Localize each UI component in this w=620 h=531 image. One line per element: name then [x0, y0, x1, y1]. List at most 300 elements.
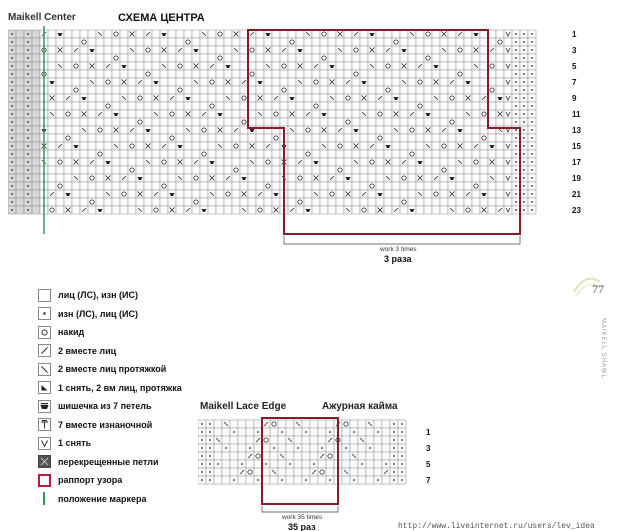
grid-cell	[256, 102, 264, 110]
grid-cell	[352, 78, 360, 86]
grid-cell	[246, 460, 254, 468]
grid-cell	[262, 436, 270, 444]
grid-cell	[96, 94, 104, 102]
grid-cell	[328, 190, 336, 198]
grid-cell	[48, 70, 56, 78]
edge-row-numbers	[426, 428, 431, 485]
grid-cell	[224, 126, 232, 134]
grid-cell	[358, 420, 366, 428]
grid-cell	[294, 476, 302, 484]
grid-cell	[360, 198, 368, 206]
grid-cell	[128, 150, 136, 158]
grid-cell	[144, 86, 152, 94]
grid-cell	[168, 118, 176, 126]
grid-cell	[144, 110, 152, 118]
purl-dot	[209, 423, 211, 425]
repeat-bracket	[284, 236, 520, 244]
grid-cell	[80, 118, 88, 126]
grid-cell	[342, 428, 350, 436]
grid-cell	[246, 476, 254, 484]
grid-cell	[328, 198, 336, 206]
grid-cell	[376, 86, 384, 94]
grid-cell	[358, 428, 366, 436]
grid-cell	[72, 206, 80, 214]
grid-cell	[238, 436, 246, 444]
grid-cell	[272, 118, 280, 126]
grid-cell	[304, 166, 312, 174]
grid-cell	[230, 444, 238, 452]
grid-cell	[312, 118, 320, 126]
grid-cell	[288, 70, 296, 78]
purl-dot	[241, 463, 243, 465]
grid-cell	[72, 198, 80, 206]
grid-cell	[224, 54, 232, 62]
grid-cell	[224, 150, 232, 158]
purl-dot	[27, 177, 29, 179]
grid-cell	[456, 62, 464, 70]
grid-cell	[496, 134, 504, 142]
grid-cell	[56, 78, 64, 86]
grid-cell	[144, 38, 152, 46]
grid-cell	[208, 70, 216, 78]
grid-cell	[104, 94, 112, 102]
grid-cell	[80, 102, 88, 110]
grid-cell	[352, 174, 360, 182]
grid-cell	[424, 166, 432, 174]
grid-cell	[342, 460, 350, 468]
grid-cell	[272, 62, 280, 70]
grid-cell	[400, 30, 408, 38]
grid-cell	[272, 110, 280, 118]
grid-cell	[64, 150, 72, 158]
grid-cell	[288, 54, 296, 62]
grid-cell	[408, 150, 416, 158]
grid-cell	[216, 182, 224, 190]
grid-cell	[16, 94, 24, 102]
grid-cell	[328, 102, 336, 110]
grid-cell	[408, 38, 416, 46]
grid-cell	[120, 38, 128, 46]
grid-cell	[246, 428, 254, 436]
grid-cell	[232, 182, 240, 190]
grid-cell	[176, 134, 184, 142]
grid-cell	[128, 78, 136, 86]
grid-cell	[128, 206, 136, 214]
grid-cell	[480, 174, 488, 182]
grid-cell	[112, 86, 120, 94]
grid-cell	[312, 54, 320, 62]
grid-cell	[238, 420, 246, 428]
grid-cell	[392, 86, 400, 94]
grid-cell	[328, 30, 336, 38]
row-number: 5	[426, 460, 431, 469]
grid-cell	[296, 54, 304, 62]
grid-cell	[416, 166, 424, 174]
grid-cell	[320, 78, 328, 86]
grid-cell	[112, 54, 120, 62]
grid-cell	[400, 190, 408, 198]
grid-cell	[264, 102, 272, 110]
grid-cell	[168, 30, 176, 38]
grid-cell	[272, 46, 280, 54]
grid-cell	[48, 38, 56, 46]
grid-cell	[48, 166, 56, 174]
grid-cell	[262, 428, 270, 436]
grid-cell	[200, 118, 208, 126]
grid-cell	[360, 46, 368, 54]
grid-cell	[224, 142, 232, 150]
grid-cell	[448, 110, 456, 118]
grid-cell	[96, 142, 104, 150]
purl-dot	[401, 439, 403, 441]
grid-cell	[344, 62, 352, 70]
grid-cell	[408, 62, 416, 70]
grid-cell	[400, 94, 408, 102]
grid-cell	[208, 134, 216, 142]
legend-label: накид	[58, 327, 85, 338]
grid-cell	[176, 70, 184, 78]
grid-cell	[310, 476, 318, 484]
grid-cell	[312, 150, 320, 158]
grid-cell	[192, 86, 200, 94]
grid-cell	[336, 174, 344, 182]
grid-cell	[216, 70, 224, 78]
grid-cell	[336, 118, 344, 126]
grid-cell	[16, 62, 24, 70]
grid-cell	[254, 444, 262, 452]
grid-cell	[200, 62, 208, 70]
grid-cell	[328, 110, 336, 118]
grid-cell	[64, 70, 72, 78]
grid-cell	[144, 166, 152, 174]
grid-cell	[152, 30, 160, 38]
grid-cell	[408, 190, 416, 198]
grid-cell	[56, 158, 64, 166]
grid-cell	[128, 198, 136, 206]
grid-cell	[160, 126, 168, 134]
grid-cell	[152, 86, 160, 94]
grid-cell	[392, 182, 400, 190]
grid-cell	[376, 198, 384, 206]
grid-cell	[232, 102, 240, 110]
grid-cell	[32, 118, 40, 126]
grid-cell	[136, 94, 144, 102]
grid-cell	[16, 158, 24, 166]
grid-cell	[416, 46, 424, 54]
edge-chart-title-en: Maikell Lace Edge	[200, 401, 287, 412]
legend-item	[38, 342, 248, 361]
grid-cell	[504, 182, 512, 190]
grid-cell	[230, 420, 238, 428]
grid-cell	[232, 110, 240, 118]
purl-dot	[523, 97, 525, 99]
grid-cell	[184, 62, 192, 70]
purl-dot	[201, 471, 203, 473]
grid-cell	[488, 134, 496, 142]
grid-cell	[88, 166, 96, 174]
grid-cell	[384, 182, 392, 190]
grid-cell	[374, 444, 382, 452]
grid-cell	[296, 110, 304, 118]
grid-cell	[128, 86, 136, 94]
grid-cell	[424, 94, 432, 102]
grid-cell	[112, 150, 120, 158]
purl-dot	[27, 137, 29, 139]
grid-cell	[224, 198, 232, 206]
grid-cell	[424, 54, 432, 62]
purl-dot	[531, 137, 533, 139]
grid-cell	[368, 70, 376, 78]
grid-cell	[32, 30, 40, 38]
grid-cell	[230, 468, 238, 476]
grid-cell	[336, 198, 344, 206]
grid-cell	[286, 468, 294, 476]
grid-cell	[262, 468, 270, 476]
grid-cell	[384, 134, 392, 142]
grid-cell	[304, 70, 312, 78]
grid-cell	[216, 134, 224, 142]
grid-cell	[176, 54, 184, 62]
grid-cell	[136, 142, 144, 150]
grid-cell	[464, 70, 472, 78]
purl-dot	[11, 137, 13, 139]
grid-cell	[344, 102, 352, 110]
grid-cell	[64, 62, 72, 70]
grid-cell	[382, 428, 390, 436]
grid-cell	[440, 206, 448, 214]
grid-cell	[432, 166, 440, 174]
grid-cell	[160, 102, 168, 110]
grid-cell	[384, 206, 392, 214]
purl-dot	[515, 201, 517, 203]
grid-cell	[80, 158, 88, 166]
grid-cell	[96, 70, 104, 78]
grid-cell	[230, 452, 238, 460]
grid-cell	[384, 110, 392, 118]
grid-cell	[432, 86, 440, 94]
grid-cell	[200, 70, 208, 78]
grid-cell	[16, 54, 24, 62]
grid-cell	[64, 166, 72, 174]
grid-cell	[488, 198, 496, 206]
grid-cell	[238, 428, 246, 436]
grid-cell	[216, 102, 224, 110]
grid-cell	[368, 174, 376, 182]
grid-cell	[278, 420, 286, 428]
grid-cell	[200, 142, 208, 150]
grid-cell	[472, 206, 480, 214]
grid-cell	[360, 206, 368, 214]
grid-cell	[278, 468, 286, 476]
grid-cell	[120, 102, 128, 110]
grid-cell	[416, 70, 424, 78]
blank-square-icon	[38, 289, 51, 302]
grid-cell	[208, 182, 216, 190]
grid-cell	[344, 150, 352, 158]
grid-cell	[216, 38, 224, 46]
grid-cell	[168, 174, 176, 182]
grid-cell	[200, 158, 208, 166]
purl-dot	[233, 431, 235, 433]
grid-cell	[288, 134, 296, 142]
grid-cell	[112, 94, 120, 102]
grid-cell	[472, 134, 480, 142]
grid-cell	[216, 62, 224, 70]
grid-cell	[408, 94, 416, 102]
grid-cell	[208, 110, 216, 118]
grid-cell	[424, 206, 432, 214]
grid-cell	[432, 118, 440, 126]
grid-cell	[208, 78, 216, 86]
grid-cell	[240, 118, 248, 126]
grid-cell	[440, 102, 448, 110]
purl-dot	[401, 431, 403, 433]
grid-cell	[120, 134, 128, 142]
edge-repeat-label-ru: 35 раз	[288, 522, 316, 531]
grid-cell	[456, 54, 464, 62]
grid-cell	[392, 62, 400, 70]
purl-dot	[11, 185, 13, 187]
grid-cell	[408, 126, 416, 134]
grid-cell	[16, 110, 24, 118]
grid-cell	[456, 190, 464, 198]
grid-cell	[72, 110, 80, 118]
grid-cell	[264, 110, 272, 118]
grid-cell	[408, 78, 416, 86]
grid-cell	[480, 110, 488, 118]
grid-cell	[16, 102, 24, 110]
grid-cell	[432, 46, 440, 54]
purl-dot	[401, 479, 403, 481]
grid-cell	[456, 78, 464, 86]
grid-cell	[200, 38, 208, 46]
grid-cell	[32, 78, 40, 86]
grid-cell	[400, 134, 408, 142]
grid-cell	[144, 134, 152, 142]
grid-cell	[424, 38, 432, 46]
grid-cell	[168, 38, 176, 46]
grid-cell	[320, 38, 328, 46]
grid-cell	[464, 134, 472, 142]
grid-cell	[288, 46, 296, 54]
grid-cell	[496, 62, 504, 70]
grid-cell	[304, 38, 312, 46]
purl-dot	[11, 169, 13, 171]
purl-dot	[523, 193, 525, 195]
grid-cell	[504, 166, 512, 174]
grid-cell	[416, 110, 424, 118]
grid-cell	[160, 70, 168, 78]
grid-cell	[248, 150, 256, 158]
grid-cell	[480, 134, 488, 142]
grid-cell	[318, 460, 326, 468]
grid-cell	[248, 198, 256, 206]
grid-cell	[104, 102, 112, 110]
grid-cell	[224, 30, 232, 38]
grid-cell	[496, 118, 504, 126]
grid-cell	[360, 70, 368, 78]
grid-cell	[392, 118, 400, 126]
grid-cell	[400, 54, 408, 62]
grid-cell	[200, 126, 208, 134]
purl-dot	[11, 89, 13, 91]
grid-cell	[216, 206, 224, 214]
grid-cell	[352, 46, 360, 54]
grid-cell	[456, 110, 464, 118]
grid-cell	[496, 38, 504, 46]
grid-cell	[472, 190, 480, 198]
grid-cell	[176, 94, 184, 102]
grid-cell	[232, 190, 240, 198]
grid-cell	[128, 166, 136, 174]
grid-cell	[112, 206, 120, 214]
grid-cell	[222, 476, 230, 484]
grid-cell	[160, 86, 168, 94]
grid-cell	[216, 174, 224, 182]
grid-cell	[64, 174, 72, 182]
grid-cell	[352, 102, 360, 110]
grid-cell	[32, 38, 40, 46]
purl-dot	[297, 447, 299, 449]
grid-cell	[248, 166, 256, 174]
grid-cell	[48, 134, 56, 142]
edge-chart-title-ru: Ажурная кайма	[322, 401, 398, 412]
grid-cell	[270, 420, 278, 428]
grid-cell	[238, 444, 246, 452]
grid-cell	[256, 206, 264, 214]
purl-dot	[393, 439, 395, 441]
grid-cell	[272, 166, 280, 174]
grid-cell	[480, 118, 488, 126]
grid-cell	[374, 420, 382, 428]
grid-cell	[368, 86, 376, 94]
purl-dot	[515, 153, 517, 155]
purl-dot	[11, 201, 13, 203]
grid-cell	[318, 476, 326, 484]
grid-cell	[304, 118, 312, 126]
grid-cell	[328, 166, 336, 174]
grid-cell	[336, 110, 344, 118]
grid-cell	[318, 428, 326, 436]
grid-cell	[96, 182, 104, 190]
grid-cell	[358, 468, 366, 476]
grid-cell	[32, 150, 40, 158]
grid-cell	[342, 452, 350, 460]
grid-cell	[480, 102, 488, 110]
grid-cell	[318, 436, 326, 444]
grid-cell	[368, 166, 376, 174]
legend-item	[38, 286, 248, 305]
row-number: 23	[572, 206, 581, 215]
grid-cell	[256, 70, 264, 78]
grid-cell	[208, 142, 216, 150]
purl-dot	[393, 463, 395, 465]
grid-cell	[240, 102, 248, 110]
purl-dot	[523, 65, 525, 67]
top-chart-title-en: Maikell Center	[8, 12, 76, 23]
purl-dot	[11, 33, 13, 35]
grid-cell	[168, 126, 176, 134]
grid-cell	[120, 118, 128, 126]
grid-cell	[216, 86, 224, 94]
grid-cell	[488, 70, 496, 78]
grid-cell	[480, 70, 488, 78]
purl-dot	[27, 129, 29, 131]
grid-cell	[136, 86, 144, 94]
grid-cell	[160, 158, 168, 166]
grid-cell	[248, 54, 256, 62]
grid-cell	[384, 102, 392, 110]
